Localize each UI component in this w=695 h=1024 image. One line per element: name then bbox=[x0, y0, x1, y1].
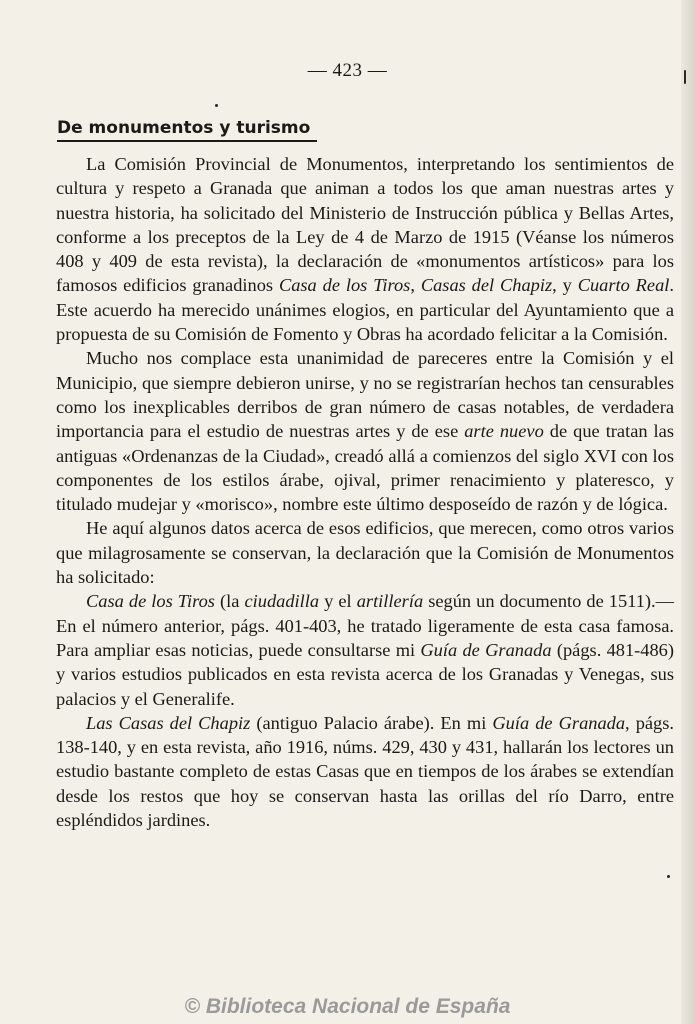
italic-text: arte nuevo bbox=[464, 421, 544, 442]
paragraph bbox=[56, 152, 674, 346]
section-title: De monumentos y turismo bbox=[57, 118, 317, 142]
text-run: , bbox=[410, 275, 421, 296]
page-number: — 423 — bbox=[307, 60, 388, 81]
italic-text: Casa de los Tiros bbox=[86, 591, 215, 612]
paragraph bbox=[56, 346, 674, 516]
italic-text: Guía de Granada bbox=[420, 639, 552, 660]
article-body bbox=[56, 152, 674, 832]
page-edge bbox=[681, 0, 695, 1024]
copyright-footer: © Biblioteca Nacional de España bbox=[184, 995, 511, 1018]
italic-text: artillería bbox=[356, 591, 424, 612]
text-run: (la bbox=[214, 591, 245, 612]
text-run: , y bbox=[552, 275, 578, 296]
text-run: Mucho nos complace esta unanimidad de pareceres entre la Comisión y el Municipio, que siempre debieron unirse, y no se registrarían hechos tan censurables como los inexplicables derribos de gran número de casas notables, de verdadera importancia para el estudio de nuestras artes y de ese bbox=[56, 348, 674, 442]
text-run: y el bbox=[319, 591, 357, 612]
italic-text: ciudadilla bbox=[244, 591, 320, 612]
italic-text: Cuarto Real bbox=[577, 275, 670, 296]
italic-text: Casa de los Tiros bbox=[278, 275, 411, 296]
text-run: (antiguo Palacio árabe). En mi bbox=[250, 712, 493, 733]
text-run: . Este acuerdo ha merecido unánimes elogios, en particular del Ayuntamiento que a propuesta de su Comisión de Fomento y Obras ha acordado felicitar a la Comisión. bbox=[56, 275, 674, 345]
text-run: He aquí algunos datos acerca de esos edificios, que merecen, como otros varios que milagrosamente se conservan, la declaración que la Comisión de Monumentos ha solicitado: bbox=[56, 518, 674, 588]
italic-text: Casas del Chapiz bbox=[420, 275, 553, 296]
text-run: según un documento de 1511).—En el número anterior, págs. 401-403, he tratado ligeramente de esta casa famosa. Para ampliar esas noticias, puede consultarse mi bbox=[56, 591, 675, 660]
scan-speck bbox=[667, 875, 670, 878]
text-run: de que tratan las antiguas «Ordenanzas de la Ciudad», creadó allá a comienzos del siglo XVI con los componentes de los estilos árabe, ojival, primer renacimiento y plateresco, y titulado mudejar y «morisco», nombre este último desposeído de razón y de lógica. bbox=[56, 421, 674, 515]
text-run: , págs. 138-140, y en esta revista, año 1916, núms. 429, 430 y 431, hallarán los lectores un estudio bastante completo de estas Casas que en tiempos de los árabes se extendían desde los restos que hoy se conservan hasta las orillas del río Darro, entre espléndidos jardines. bbox=[56, 712, 675, 831]
paragraph bbox=[56, 711, 674, 832]
scan-speck bbox=[684, 70, 686, 84]
italic-text: Las Casas del Chapiz bbox=[86, 712, 251, 733]
italic-text: Guía de Granada bbox=[492, 712, 626, 733]
paragraph bbox=[56, 589, 674, 710]
paragraph bbox=[56, 516, 674, 589]
scan-speck bbox=[215, 104, 218, 107]
text-run: La Comisión Provincial de Monumentos, interpretando los sentimientos de cultura y respeto a Granada que animan a todos los que aman nuestras artes y nuestra historia, ha solicitado del Ministerio de Instrucción pública y Bellas Artes, conforme a los preceptos de la Ley de 4 de Marzo de 1915 (Véanse los números 408 y 409 de esta revista), la declaración de «monumentos artísticos» para los famosos edificios granadinos bbox=[56, 154, 674, 296]
text-run: (págs. 481-486) y varios estudios publicados en esta revista acerca de los Granadas y Venegas, sus palacios y el Generalife. bbox=[56, 639, 675, 709]
